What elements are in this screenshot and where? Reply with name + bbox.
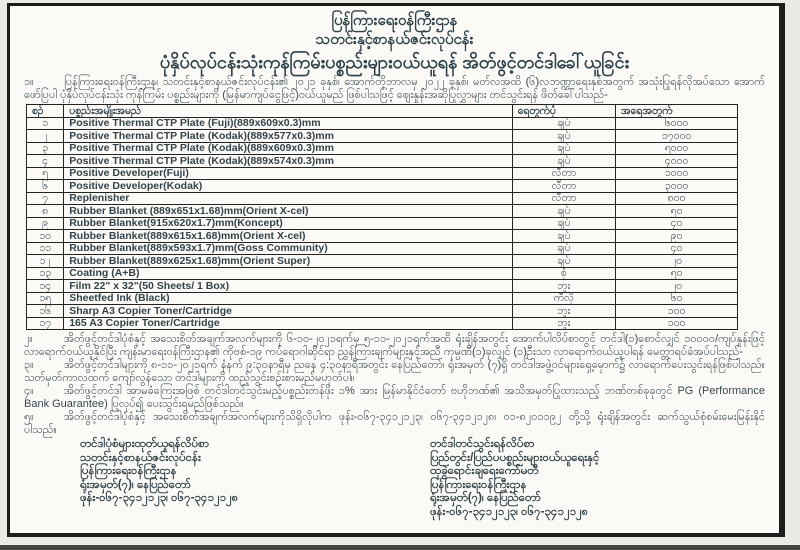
footer-heading: တင်ဒါပုံစံများထုတ်ယူရန်လိပ်စာ [80, 438, 210, 450]
cell-item-name: Coating (A+B) [64, 267, 513, 280]
table-row [27, 230, 738, 243]
cell-unit: လီတာ [512, 180, 615, 193]
scan-edge-artifact [0, 545, 800, 550]
cell-item-name: Rubber Blanket(915x620x1.7)mm(Koncept) [64, 217, 513, 230]
table-row [27, 280, 738, 293]
footer-heading: တင်ဒါတင်သွင်းရန်လိပ်စာ [430, 438, 535, 450]
table-row [27, 117, 738, 130]
cell-serial: ၁၂ [27, 255, 64, 268]
tender-invitation-title: ပုံနှိပ်လုပ်ငန်းသုံးကုန်ကြမ်းပစ္စည်းများဝယ်ယူရန် အိတ်ဖွင့်တင်ဒါခေါ်ယူခြင်း [159, 52, 630, 72]
footer-line: ဖုန်း-၀၆၇-၃၄၁၂၁၂၃၊ ၀၆၇-၃၄၁၂၁၂၈ [430, 505, 589, 518]
cell-unit: ဘူး [512, 305, 615, 318]
cell-unit: ချပ် [512, 242, 615, 255]
cell-unit: လီတာ [512, 192, 615, 205]
cell-unit: ချပ် [512, 117, 615, 130]
terms-paragraph [24, 359, 765, 384]
cell-quantity: ၆၀၀၀ [616, 117, 738, 130]
cell-quantity: ၁၀၀ [616, 317, 738, 330]
table-row [27, 317, 738, 330]
cell-quantity: ၈၀၀ [616, 192, 738, 205]
cell-quantity: ၂၀ [616, 255, 738, 268]
footer-line: ပြည်တွင်း/ပြည်ပပစ္စည်းများဝယ်ယူရေးနှင့် [430, 451, 600, 464]
enterprise-title: သတင်းနှင့်စာနယ်ဇင်းလုပ်ငန်း [315, 31, 474, 48]
cell-quantity: ၅၀၀၀ [616, 142, 738, 155]
table-row [27, 292, 738, 305]
cell-serial: ၇ [27, 192, 64, 205]
terms-paragraphs [22, 333, 767, 436]
paragraph-number: ၁။ [24, 76, 34, 88]
cell-quantity: ၉၀ [616, 230, 738, 243]
cell-quantity: ၆၀ [616, 292, 738, 305]
cell-unit: ချပ် [512, 205, 615, 218]
cell-unit: ဘူး [512, 317, 615, 330]
cell-serial: ၄ [27, 155, 64, 168]
table-row [27, 192, 738, 205]
table-row [27, 217, 738, 230]
cell-unit: ချပ် [512, 142, 615, 155]
table-row [27, 155, 738, 168]
cell-item-name: Sharp A3 Copier Toner/Cartridge [64, 305, 513, 318]
cell-serial: ၁၁ [27, 242, 64, 255]
cell-unit: ကီလို [512, 292, 615, 305]
cell-serial: ၈ [27, 205, 64, 218]
paragraph-number: ၅။ [24, 411, 34, 423]
cell-quantity: ၄၀ [616, 242, 738, 255]
cell-item-name: Positive Thermal CTP Plate (Kodak)(889x574x0.3)mm [64, 155, 513, 168]
paragraph-number: ၄။ [24, 385, 34, 397]
cell-item-name: Positive Thermal CTP Plate (Kodak)(889x609x0.3)mm [64, 142, 513, 155]
table-row [27, 142, 738, 155]
cell-serial: ၁၃ [27, 267, 64, 280]
cell-item-name: Film 22" x 32"(50 Sheets/ 1 Box) [64, 280, 513, 293]
cell-unit: စုံ [512, 267, 615, 280]
paragraph-number: ၃။ [24, 359, 34, 371]
paragraph-number: ၂။ [24, 333, 33, 345]
header-quantity: အရေအတွက် [616, 105, 738, 118]
footer-line: ပြန်ကြားရေးဝန်ကြီးဌာန [430, 478, 527, 491]
cell-quantity: ၅၀ [616, 267, 738, 280]
cell-quantity: ၂၀ [616, 280, 738, 293]
cell-item-name: Rubber Blanket(889x615x1.68)mm(Orient X-cel) [64, 230, 513, 243]
terms-paragraph [24, 411, 765, 436]
header-unit: ရေတွက်ပုံ [512, 105, 615, 118]
ministry-title: ပြန်ကြားရေးဝန်ကြီးဌာန [331, 12, 458, 29]
cell-serial: ၃ [27, 142, 64, 155]
footer-line: သတင်းနှင့်စာနယ်ဇင်းလုပ်ငန်း [80, 451, 201, 464]
tender-notice-page [7, 3, 785, 537]
header-serial: စဉ် [27, 105, 64, 118]
cell-serial: ၁၇ [27, 317, 64, 330]
cell-item-name: Positive Developer(Fuji) [64, 167, 513, 180]
paragraph-text: အိတ်ဖွင့်တင်ဒါများကို ၈-၁၁-၂၀၂၁ရက် နံနက် ၉:၃၀နာရီမှ ညနေ ၄:၃၀နာရီအတွင်း နေပြည်တော်၊ ရုံးအမှတ် (၇)ရှိ တင်ဒါအဖွဲ့ဝင်များရှေ့မှောက်၌ လာရောက်ပေးသွင်းရန်ဖြစ်ပါသည်။ သတ်မှတ်ကာလထက် ကျော်လွန်သော တင်ဒါများကို ထည့်သွင်းစဉ်းစားမည်မဟုတ်ပါ။ [24, 359, 765, 384]
footer-line: ပြန်ကြားရေးဝန်ကြီးဌာန [80, 465, 177, 477]
cell-quantity: ၁၀၀ [616, 305, 738, 318]
cell-item-name: Positive Thermal CTP Plate (Fuji)(889x609x0.3)mm [64, 117, 513, 130]
table-row [27, 167, 738, 180]
table-row [27, 205, 738, 218]
table-row [27, 180, 738, 193]
cell-unit: ချပ် [512, 255, 615, 268]
cell-quantity: ၁၀၀၀ [616, 167, 738, 180]
table-row [27, 242, 738, 255]
cell-serial: ၂ [27, 130, 64, 143]
cell-item-name: Positive Thermal CTP Plate (Kodak)(889x577x0.3)mm [64, 130, 513, 143]
cell-item-name: Rubber Blanket(889x625x1.68)mm(Orient Super) [64, 255, 513, 268]
paragraph-text: အိတ်ဖွင့်တင်ဒါပုံစံနှင့် အသေးစိတ်အချက်အလက်များကိုသိရှိလိုပါက ဖုန်း-၀၆၇-၃၄၁၂၁၂၃၊ ၀၆၇-၃၄၁၂၁၂၈၊ ၀၁-၈၂၀၁၁၉၂ တို့သို့ ရုံးချိန်အတွင်း ဆက်သွယ်စုံစမ်းမေးမြန်းနိုင်ပါသည်။ [24, 411, 765, 436]
header-item: ပစ္စည်းအမျိုးအမည် [64, 105, 513, 118]
terms-paragraph [24, 385, 765, 410]
cell-quantity: ၅၀ [616, 205, 738, 218]
cell-unit: ဘူး [512, 280, 615, 293]
cell-unit: လီတာ [512, 167, 615, 180]
cell-serial: ၁၄ [27, 280, 64, 293]
cell-item-name: Rubber Blanket(889x593x1.7)mm(Goss Community) [64, 242, 513, 255]
cell-quantity: ၁၇၀၀၀ [616, 130, 738, 143]
table-row [27, 255, 738, 268]
footer-line: ဖုန်း-၀၆၇-၃၄၁၂၁၂၃၊ ၀၆၇-၃၄၁၂၁၂၈ [80, 492, 239, 504]
terms-paragraph [24, 333, 765, 358]
cell-item-name: Sheetfed Ink (Black) [64, 292, 513, 305]
cell-unit: ချပ် [512, 130, 615, 143]
cell-item-name: 165 A3 Copier Toner/Cartridge [64, 317, 513, 330]
cell-quantity: ၄၀၀၀ [616, 155, 738, 168]
table-row [27, 130, 738, 143]
footer-line: ရုံးအမှတ်(၇)၊ နေပြည်တော် [80, 478, 191, 491]
paragraph-text: ပြန်ကြားရေးဝန်ကြီးဌာန၊ သတင်းနှင့်စာနယ်ဇင်းလုပ်ငန်း၏ ၂၀၂၁ ခုနှစ်၊ အောက်တိုဘာလမှ ၂၀၂၂ ခုနှစ်၊ မတ်လအထိ (၆)လဘဏ္ဍာရေးနှစ်အတွက် အသုံးပြုရန်လိုအပ်သော အောက်ဖော်ပြပါ ပုံနှိပ်လုပ်ငန်းသုံး ကုန်ကြမ်း ပစ္စည်းများကို (မြန်မာကျပ်ငွေဖြင့်)ဝယ်ယူမည် ဖြစ်ပါသဖြင့် ဈေးနှုန်းအဆိုပြုလွှာများ တင်သွင်းရန် ဖိတ်ခေါ်ပါသည်- [24, 76, 765, 101]
cell-serial: ၅ [27, 167, 64, 180]
paragraph-text: အိတ်ဖွင့်တင်ဒါပုံစံနှင့် အသေးစိတ်အချက်အလက်များကို ၆-၁၀-၂၀၂၁ရက်မှ ၅-၁၁-၂၀၂၁ရက်အထိ ရုံးချိန်အတွင်း အောက်ပါလိပ်စာတွင် တင်ဒါ(၁)စောင်လျှင် ၁၀၀၀၀/ကျပ်နှုန်းဖြင့် လာရောက်ဝယ်ယူနိုင်ပြီး ကျန်းမာရေးဝန်ကြီးဌာန၏ ကိုဗစ်-၁၉ ကပ်ရောဂါဆိုင်ရာ ညွှန်ကြားချက်များနှင့်အညီ ကုမ္ပဏီ(၁)ခုလျှင် (၁)ဦးသာ လာရောက်ဝယ်ယူပါရန် မေတ္တာရပ်ခံအပ်ပါသည်- [24, 333, 765, 358]
cell-item-name: Positive Developer(Kodak) [64, 180, 513, 193]
footer-address-right [430, 438, 599, 519]
footer-address-left [80, 438, 410, 519]
cell-quantity: ၃၀၀၀ [616, 180, 738, 193]
footer-addresses [22, 438, 767, 519]
cell-quantity: ၄၀ [616, 217, 738, 230]
paragraph-text: အိတ်ဖွင့်တင်ဒါ အာမခံကြေးအဖြစ် တင်ဒါတင်သွင်းမည့်ပစ္စည်းတန်ဖိုး ၁% အား မြန်မာနိုင်ငံတော် ဗဟိုဘဏ်၏ အသိအမှတ်ပြုထားသည့် ဘဏ်တစ်ခုခုတွင် PG (Performance Bank Guarantee) ပြုလုပ်၍ ပေးသွင်းရမည်ဖြစ်သည်။ [24, 385, 765, 410]
cell-serial: ၁၆ [27, 305, 64, 318]
footer-line: ရုံးအမှတ်(၇)၊ နေပြည်တော် [430, 492, 541, 504]
table-header-row [27, 105, 738, 118]
table-row [27, 305, 738, 318]
cell-unit: ချပ် [512, 230, 615, 243]
cell-serial: ၁၅ [27, 292, 64, 305]
cell-item-name: Replenisher [64, 192, 513, 205]
intro-paragraph [24, 76, 765, 101]
cell-serial: ၆ [27, 180, 64, 193]
cell-serial: ၁၀ [27, 230, 64, 243]
items-table [26, 104, 738, 330]
cell-serial: ၁ [27, 117, 64, 130]
cell-unit: ချပ် [512, 155, 615, 168]
cell-serial: ၉ [27, 217, 64, 230]
cell-unit: ချပ် [512, 217, 615, 230]
table-row [27, 267, 738, 280]
cell-item-name: Rubber Blanket (889x651x1.68)mm(Orient X-cel) [64, 205, 513, 218]
footer-line: ထုခွဲရောင်းချရေးကော်မတီ [430, 465, 539, 477]
